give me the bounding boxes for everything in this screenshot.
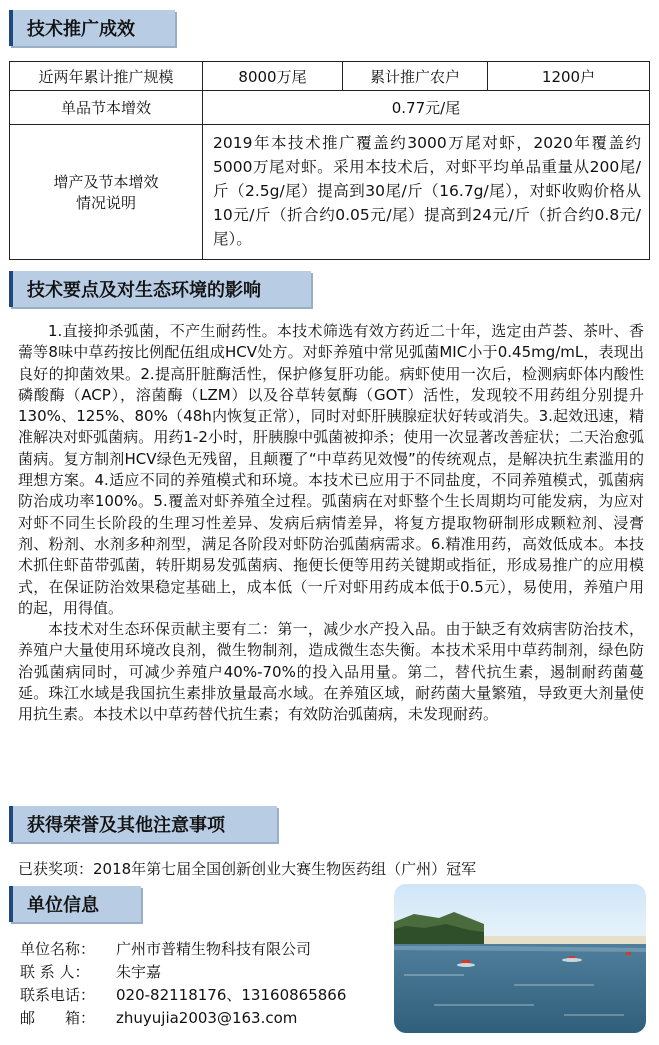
company-name: 广州市普精生物科技有限公司 (116, 940, 312, 958)
farmers-label: 累计推广农户 (343, 62, 488, 91)
scale-value: 8000万尾 (203, 62, 343, 91)
section-header-effect (9, 10, 175, 46)
scale-label: 近两年累计推广规模 (10, 62, 203, 91)
unit-saving-label: 单品节本增效 (10, 91, 203, 125)
unit-saving-value: 0.77元/尾 (203, 91, 650, 125)
section-header-unit (9, 886, 141, 922)
tech-body (18, 321, 644, 726)
tech-paragraph: 1.直接抑杀弧菌，不产生耐药性。本技术筛选有效方药近二十年，选定由芦荟、茶叶、香薷等8味中草药按比例配伍组成HCV处方。对虾养殖中常见弧菌MIC小于0.45mg/mL，表现出良好的抑菌效果。2.提高肝脏酶活性，保护修复肝功能。病虾使用一次后，检测病虾体内酸性磷酸酶（ACP），溶菌酶（LZM）以及谷草转氨酶（GOT）活性，发现较不用药组分别提升130%、125%、80%（48h内恢复正常），同时对虾肝胰腺症状好转或消失。3.起效迅速，精准解决对虾弧菌病。用药1-2小时，肝胰腺中弧菌被抑杀；使用一次显著改善症状；二天治愈弧菌病。复方制剂HCV绿色无残留，且颠覆了“中草药见效慢”的传统观点，是解决抗生素滥用的理想方案。4.适应不同的养殖模式和环境。本技术已应用于不同盐度，不同养殖模式，弧菌病防治成功率100%。5.覆盖对虾养殖全过程。弧菌病在对虾整个生长周期均可能发病，为应对对虾不同生长阶段的生理习性差异、发病后病情差异，将复方提取物研制形成颗粒剂、浸膏剂、粉剂、水剂多种剂型，满足各阶段对虾防治弧菌病需求。6.精准用药，高效低成本。本技术抓住虾苗带弧菌，转肝期易发弧菌病、拖便长便等用药关键期或指征，形成易推广的应用模式，在保证防治效果稳定基础上，成本低（一斤对虾用药成本低于0.5元），易使用，养殖户用的起，用得值。 (18, 322, 644, 617)
pond-scene-image (394, 884, 646, 1033)
effect-table (9, 61, 650, 260)
desc-label-line1: 增产及节本增效 (53, 173, 159, 191)
section-title: 获得荣誉及其他注意事项 (27, 815, 225, 836)
section-title: 单位信息 (27, 895, 99, 916)
contact-phone: 020-82118176、13160865866 (116, 986, 347, 1004)
section-title: 技术要点及对生态环境的影响 (27, 280, 261, 301)
farmers-value: 1200户 (488, 62, 650, 91)
section-header-tech (9, 271, 311, 307)
contact-row-phone (20, 984, 346, 1007)
desc-label (10, 125, 203, 260)
desc-label-line2: 情况说明 (75, 194, 136, 212)
contact-label: 联系电话： (20, 986, 96, 1004)
contact-label: 邮 箱： (20, 1009, 96, 1027)
contact-row-person (20, 961, 346, 984)
award-text: 已获奖项：2018年第七届全国创新创业大赛生物医药组（广州）冠军 (18, 860, 477, 878)
section-title: 技术推广成效 (27, 19, 135, 40)
contact-label: 单位名称： (20, 940, 96, 958)
contact-row-email (20, 1007, 346, 1030)
contact-row-name (20, 938, 346, 961)
pond-photo (394, 884, 646, 1033)
contact-email: zhuyujia2003@163.com (116, 1009, 298, 1027)
contact-person: 朱宇嘉 (116, 963, 162, 981)
contact-label: 联 系 人： (20, 963, 90, 981)
tech-paragraph: 本技术对生态环保贡献主要有二：第一，减少水产投入品。由于缺乏有效病害防治技术，养殖户大量使用环境改良剂，微生物制剂，造成微生态失衡。本技术采用中草药制剂，绿色防治弧菌病同时，可减少养殖户40%-70%的投入品用量。第二，替代抗生素，遏制耐药菌蔓延。珠江水域是我国抗生素排放量最高水域。在养殖区域，耐药菌大量繁殖，导致更大剂量使用抗生素。本技术以中草药替代抗生素；有效防治弧菌病，未发现耐药。 (18, 620, 644, 724)
contact-info (20, 938, 346, 1030)
desc-text: 2019年本技术推广覆盖约3000万尾对虾，2020年覆盖约5000万尾对虾。采用本技术后，对虾平均单品重量从200尾/斤（2.5g/尾）提高到30尾/斤（16.7g/尾），对虾收购价格从10元/斤（折合约0.05元/尾）提高到24元/斤（折合约0.8元/尾）。 (203, 125, 650, 260)
section-header-honor (9, 806, 277, 842)
